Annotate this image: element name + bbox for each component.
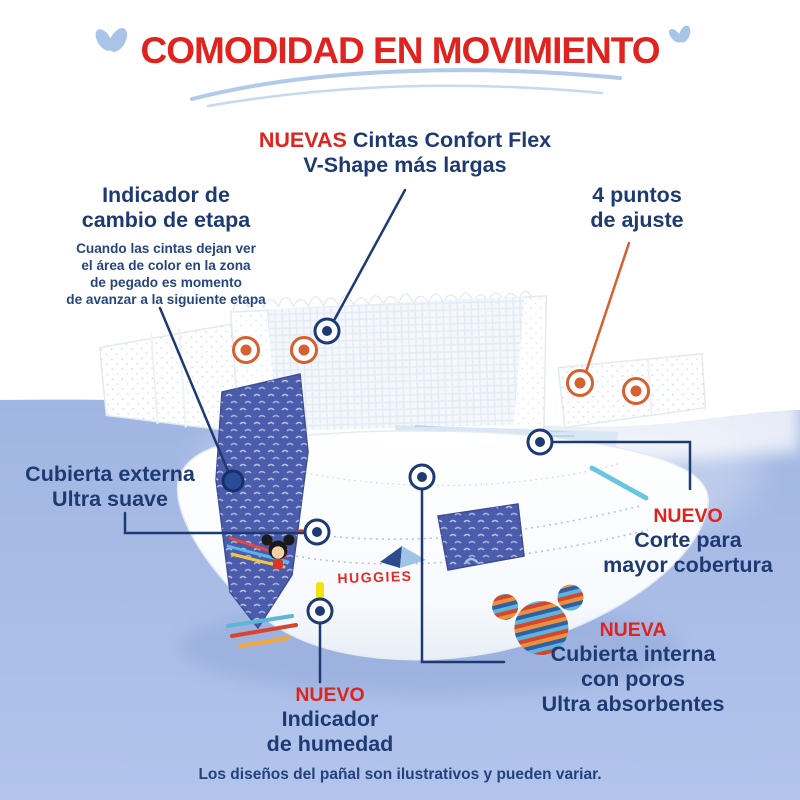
callout-wetness	[267, 684, 394, 757]
badge-nuevo-wetness: NUEVO	[295, 684, 365, 706]
badge-nuevo-cut: NUEVO	[653, 505, 723, 527]
marker-wetness	[308, 599, 332, 623]
callout-outer-line1: Cubierta externa	[25, 462, 195, 486]
marker-inner-cover	[410, 465, 434, 489]
callout-cut-line1: Corte para	[634, 528, 742, 552]
callout-wetness-line1: Indicador	[281, 707, 379, 731]
callout-coverage-cut	[603, 505, 773, 578]
callout-stage-title-line2: cambio de etapa	[81, 208, 251, 232]
callout-outer-cover	[25, 462, 195, 512]
callout-stage-title-line1: Indicador de	[102, 183, 230, 207]
callout-inner-cover	[542, 619, 725, 717]
callout-stage-description	[66, 240, 265, 308]
marker-outer-cover	[305, 520, 329, 544]
marker-adjust-point-3	[568, 371, 593, 396]
callout-tapes-line1	[259, 128, 551, 153]
callout-tapes	[259, 128, 551, 178]
callout-tapes-line2: V-Shape más largas	[303, 153, 507, 177]
stage-desc-line3: de pegado es momento	[90, 275, 242, 290]
callout-inner-line2: con poros	[581, 667, 685, 691]
marker-tapes	[315, 319, 339, 343]
callout-stage	[66, 183, 265, 308]
callout-inner-line3: Ultra absorbentes	[541, 692, 725, 716]
marker-adjust-point-1	[234, 338, 259, 363]
marker-adjust-point-4	[624, 379, 649, 404]
callout-adjust-line2: de ajuste	[590, 208, 684, 232]
stage-desc-line1: Cuando las cintas dejan ver	[76, 241, 256, 256]
callout-wetness-line2: de humedad	[266, 732, 394, 756]
marker-coverage-cut	[528, 430, 552, 454]
huggies-logo: HUGGIES	[337, 567, 413, 587]
callout-tapes-rest: Cintas Confort Flex	[352, 128, 552, 152]
marker-adjust-point-2	[292, 338, 317, 363]
stage-desc-line4: de avanzar a la siguiente etapa	[66, 292, 266, 307]
badge-nueva-inner: NUEVA	[599, 619, 667, 641]
marker-stage-indicator	[223, 471, 243, 491]
footer-disclaimer: Los diseños del pañal son ilustrativos y pueden variar.	[198, 766, 602, 783]
callout-cut-line2: mayor cobertura	[603, 553, 773, 577]
callout-outer-line2: Ultra suave	[52, 487, 168, 511]
badge-nuevas: NUEVAS	[258, 128, 347, 152]
page-title: COMODIDAD EN MOVIMIENTO	[140, 30, 660, 71]
callout-adjust-line1: 4 puntos	[592, 183, 682, 207]
stage-desc-line2: el área de color en la zona	[81, 258, 251, 273]
callout-inner-line1: Cubierta interna	[550, 642, 716, 666]
callout-adjust	[590, 183, 683, 233]
